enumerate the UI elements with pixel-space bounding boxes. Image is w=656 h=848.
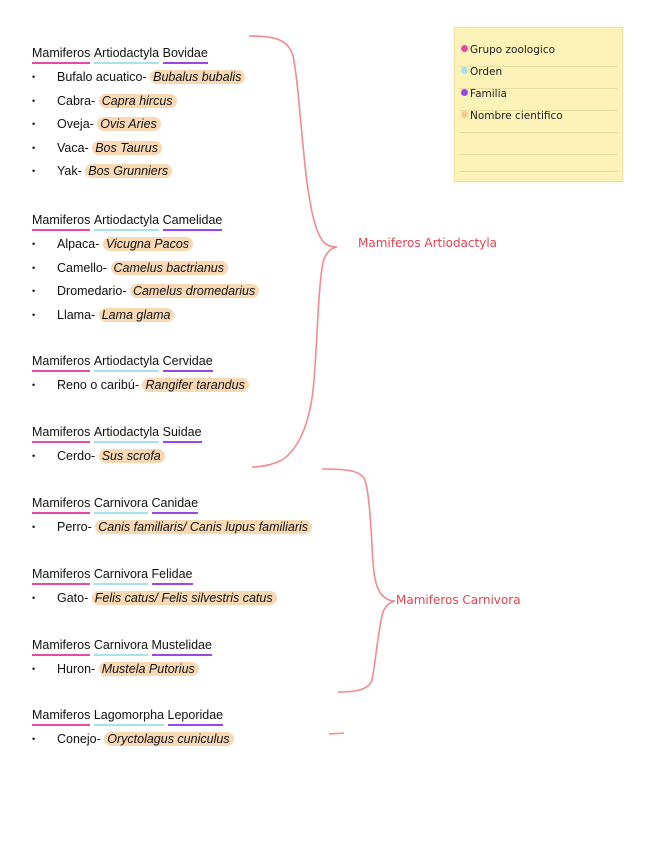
list-item: • Bufalo acuatico- Bubalus bubalis bbox=[32, 68, 245, 92]
list-item: • Perro- Canis familiaris/ Canis lupus familiaris bbox=[32, 518, 312, 542]
list-item: • Huron- Mustela Putorius bbox=[32, 660, 212, 684]
scientific-name: Oryctolagus cuniculus bbox=[104, 732, 233, 746]
scientific-name: Bubalus bubalis bbox=[150, 70, 245, 84]
familia-label: Suidae bbox=[163, 424, 202, 443]
list-item: • Dromedario- Camelus dromedarius bbox=[32, 282, 259, 306]
common-name: Huron bbox=[57, 662, 92, 676]
orden-label: Carnivora bbox=[94, 637, 148, 656]
familia-label: Mustelidae bbox=[152, 637, 212, 656]
grupo-label: Mamiferos bbox=[32, 707, 90, 726]
annotation-artiodactyla: Mamiferos Artiodactyla bbox=[358, 236, 498, 250]
scientific-name: Rangifer tarandus bbox=[142, 378, 248, 392]
legend-label: Orden bbox=[470, 66, 503, 78]
scientific-name: Bos Taurus bbox=[92, 141, 162, 155]
note-rule bbox=[459, 132, 618, 133]
common-name: Reno o caribú bbox=[57, 378, 135, 392]
common-name: Cerdo bbox=[57, 449, 92, 463]
list-item: • Cerdo- Sus scrofa bbox=[32, 447, 202, 471]
common-name: Yak bbox=[57, 164, 78, 178]
scientific-name: Capra hircus bbox=[99, 94, 177, 108]
list-item: • Oveja- Ovis Aries bbox=[32, 115, 245, 139]
scientific-name: Lama glama bbox=[99, 308, 175, 322]
legend-item bbox=[461, 44, 555, 56]
list-item: • Yak- Bos Grunniers bbox=[32, 162, 245, 186]
common-name: Gato bbox=[57, 591, 85, 605]
familia-label: Bovidae bbox=[163, 45, 208, 64]
list-item: • Cabra- Capra hircus bbox=[32, 92, 245, 116]
scientific-name: Camelus dromedarius bbox=[130, 284, 259, 298]
color-dot-icon bbox=[461, 67, 468, 74]
brace-carnivora bbox=[322, 469, 395, 692]
orden-label: Lagomorpha bbox=[94, 707, 164, 726]
grupo-label: Mamiferos bbox=[32, 495, 90, 514]
common-name: Vaca bbox=[57, 140, 85, 155]
list-item: • Alpaca- Vicugna Pacos bbox=[32, 235, 259, 259]
scientific-name: Canis familiaris/ Canis lupus familiaris bbox=[95, 520, 312, 534]
familia-label: Leporidae bbox=[168, 707, 224, 726]
orden-label: Artiodactyla bbox=[94, 45, 159, 64]
list-item: • Conejo- Oryctolagus cuniculus bbox=[32, 730, 234, 754]
familia-label: Cervidae bbox=[163, 353, 213, 372]
list-item: • Gato- Felis catus/ Felis silvestris catus bbox=[32, 589, 277, 613]
color-dot-icon bbox=[461, 45, 468, 52]
legend-label: Familia bbox=[470, 88, 507, 100]
note-rule bbox=[459, 171, 618, 172]
scientific-name: Vicugna Pacos bbox=[103, 237, 193, 251]
scientific-name: Mustela Putorius bbox=[99, 662, 199, 676]
annotation-carnivora: Mamiferos Carnivora bbox=[396, 593, 521, 607]
list-item: • Llama- Lama glama bbox=[32, 306, 259, 330]
common-name: Llama bbox=[57, 307, 92, 322]
legend-item bbox=[461, 88, 507, 100]
grupo-label: Mamiferos bbox=[32, 353, 90, 372]
legend-label: Nombre cientifico bbox=[470, 110, 563, 122]
legend-label: Grupo zoologico bbox=[470, 44, 556, 56]
orden-label: Artiodactyla bbox=[94, 212, 159, 231]
common-name: Camello bbox=[57, 260, 103, 275]
common-name: Bufalo acuatico bbox=[57, 70, 143, 84]
common-name: Alpaca bbox=[57, 237, 96, 251]
color-dot-icon bbox=[461, 111, 468, 118]
familia-label: Camelidae bbox=[163, 212, 223, 231]
legend-item bbox=[461, 66, 502, 78]
color-dot-icon bbox=[461, 89, 468, 96]
orden-label: Artiodactyla bbox=[94, 424, 159, 443]
scientific-name: Sus scrofa bbox=[99, 449, 165, 463]
scientific-name: Camelus bactrianus bbox=[111, 261, 228, 275]
common-name: Cabra bbox=[57, 93, 92, 108]
legend-item bbox=[461, 110, 563, 122]
brace-artiodactyla bbox=[249, 36, 337, 467]
grupo-label: Mamiferos bbox=[32, 212, 90, 231]
grupo-label: Mamiferos bbox=[32, 566, 90, 585]
scientific-name: Ovis Aries bbox=[97, 117, 161, 131]
scientific-name: Felis catus/ Felis silvestris catus bbox=[92, 591, 277, 605]
note-rule bbox=[459, 154, 618, 155]
scientific-name: Bos Grunniers bbox=[85, 164, 172, 178]
familia-label: Felidae bbox=[152, 566, 193, 585]
grupo-label: Mamiferos bbox=[32, 424, 90, 443]
familia-label: Canidae bbox=[152, 495, 199, 514]
orden-label: Carnivora bbox=[94, 566, 148, 585]
common-name: Perro bbox=[57, 520, 88, 534]
orden-label: Carnivora bbox=[94, 495, 148, 514]
grupo-label: Mamiferos bbox=[32, 45, 90, 64]
list-item: • Camello- Camelus bactrianus bbox=[32, 259, 259, 283]
grupo-label: Mamiferos bbox=[32, 637, 90, 656]
common-name: Oveja bbox=[57, 117, 90, 131]
brace-lagomorpha-stroke bbox=[329, 733, 344, 734]
legend-note bbox=[454, 27, 623, 182]
common-name: Dromedario bbox=[57, 284, 123, 298]
orden-label: Artiodactyla bbox=[94, 353, 159, 372]
list-item: • Vaca- Bos Taurus bbox=[32, 139, 245, 163]
list-item: • Reno o caribú- Rangifer tarandus bbox=[32, 376, 249, 400]
common-name: Conejo bbox=[57, 732, 97, 746]
